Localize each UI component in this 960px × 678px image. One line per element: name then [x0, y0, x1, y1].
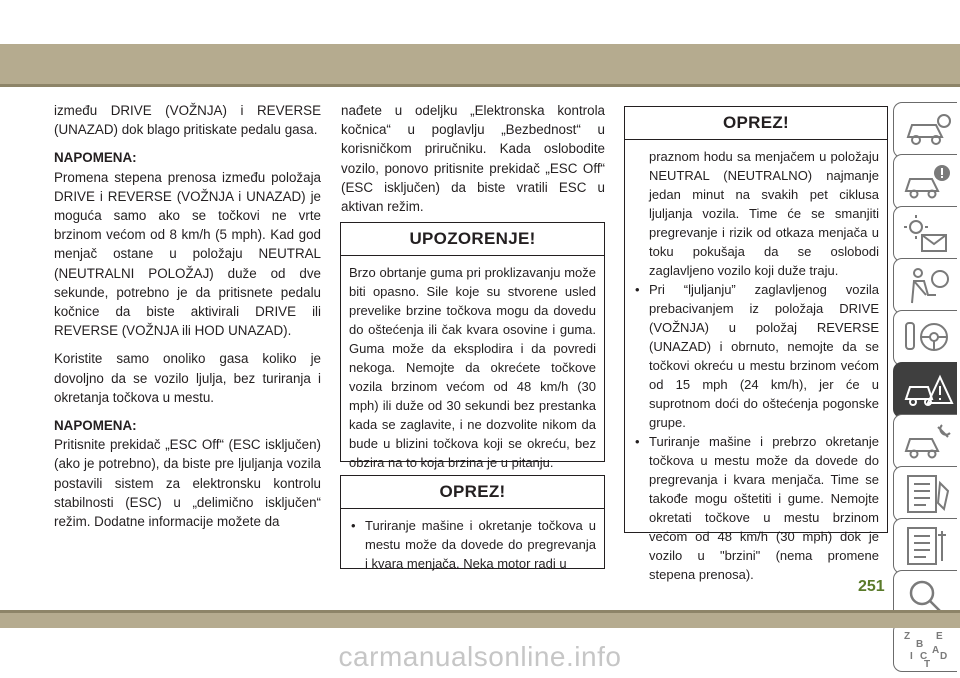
list-item: • Pri “ljuljanju” zaglavljenog vozila prebacivanjem iz položaja DRIVE (VOŽNJA) u položaj REVERSE (UNAZAD) i obrnuto, nemojte da se točkovi okreću u mestu brzinom većom od 15 mph (24 km/h), jer će u suprotnom doći do oštećenja pogonske grupe. — [635, 282, 879, 430]
tab-hazard-active[interactable] — [893, 362, 957, 418]
list-item-continued: praznom hodu sa menjačem u položaju NEUTRAL (NEUTRALNO) najmanje jedan minut na svakih pet ciklusa ljuljanja vozila. Time će se smanjiti pregrevanje i rizik od otkaza menjača u toku pokušaja da se oslobodi zaglavljeno vozilo koji duže traju. — [649, 149, 879, 278]
header-band-line — [0, 84, 960, 87]
tab-car-info[interactable] — [893, 102, 957, 158]
note-text: Pritisnite prekidač „ESC Off“ (ESC isključen) (ako je potrebno), da biste pre ljuljanja vozila postavili sistem za elektronsku kontrolu stabilnosti (ESC) u „delimično isključen“ režim. Dodatne informacije možete da — [54, 437, 321, 530]
hazard-triangle-icon — [902, 369, 954, 411]
text-column-left — [54, 101, 321, 540]
svg-text:T: T — [924, 659, 931, 669]
text-column-middle — [341, 101, 605, 225]
tab-car-alert[interactable] — [893, 154, 957, 210]
key-steering-icon — [902, 317, 954, 359]
svg-text:E: E — [936, 631, 943, 642]
svg-text:Z: Z — [904, 631, 911, 642]
seatbelt-airbag-icon — [902, 265, 954, 307]
caution-box — [340, 475, 605, 569]
list-item: • Turiranje mašine i okretanje točkova u mestu može da dovede do pregrevanja i kvara menjača. Neka motor radi u — [351, 518, 596, 571]
caution-title: OPREZ! — [625, 107, 887, 140]
tab-lights-mail[interactable] — [893, 206, 957, 262]
paragraph: nađete u odeljku „Elektronska kontrola kočnica“ u poglavlju „Bezbednost“ u korisničkom priručniku. Kada oslobodite vozilo, ponovo pritisnite prekidač „ESC Off“ (ESC isključen) da biste vratili ESC u aktivan režim. — [341, 103, 605, 215]
warning-title: UPOZORENJE! — [341, 223, 604, 256]
tab-checklist[interactable] — [893, 466, 957, 522]
tab-seatbelt-airbag[interactable] — [893, 258, 957, 314]
tab-wrench-car[interactable] — [893, 414, 957, 470]
note-text: Promena stepena prenosa između položaja DRIVE i REVERSE (VOŽNJA i UNAZAD) je moguća samo ako se točkovi ne vrte brzinom većom od 8 km/h (5 mph). Kad god menjač ostane u položaju NEUTRAL (NEUTRALNI POLOŽAJ) duže od dve sekunde, potrebno je da pritisnete pedalu kočnice da biste aktivirali DRIVE ili REVERSE (VOŽNJA ili HOD UNAZAD). — [54, 169, 321, 339]
caution-title: OPREZ! — [341, 476, 604, 509]
svg-text:I: I — [910, 651, 913, 662]
watermark: carmanualsonline.info — [338, 641, 622, 672]
wrench-car-icon — [902, 421, 954, 463]
paragraph: između DRIVE (VOŽNJA) i REVERSE (UNAZAD) dok blago pritiskate pedalu gasa. — [54, 103, 321, 138]
footer-band — [0, 613, 960, 628]
top-margin — [0, 0, 960, 44]
svg-text:C: C — [920, 651, 928, 662]
checklist-tools-icon — [902, 525, 954, 567]
car-alert-icon — [902, 161, 954, 203]
car-info-icon — [902, 109, 954, 151]
lights-mail-icon — [902, 213, 954, 255]
header-band — [0, 44, 960, 84]
svg-text:D: D — [940, 651, 948, 662]
page-number: 251 — [858, 578, 885, 595]
note-heading: NAPOMENA: — [54, 150, 137, 166]
warning-text: Brzo obrtanje guma pri proklizavanju može biti opasno. Sile koje su stvorene usled prevelike brzine točkova mogu da dovedu do oštećenja ili čak kvara osovine i guma. Guma može da eksplodira i da povredi nekoga. Nemojte da okrećete točkove vozila brzinom većom od 48 km/h (30 mph) ili duže od 30 sekundi bez prestanka kada se zaglavite, i ne dozvolite nikom da bude u blizini točkova koji se okreću, bez obzira na to koja brzina je u pitanju. — [349, 265, 596, 470]
svg-text:B: B — [916, 639, 924, 650]
warning-box — [340, 222, 605, 470]
tab-key-steering[interactable] — [893, 310, 957, 366]
list-item: • Turiranje mašine i prebrzo okretanje točkova u mestu može da dovede do pregrevanja i kvara menjača. Time se takođe mogu oštetiti i gume. Nemojte okretati točkove u mestu brzinom većom od 48 km/h (30 mph) dok je vozilo u "brzini" (nema promene stepena prenosa). — [635, 434, 879, 582]
svg-text:A: A — [932, 645, 940, 656]
paragraph: Koristite samo onoliko gasa koliko je dovoljno da se vozilo ljulja, bez turiranja i okretanja točkova u mestu. — [54, 351, 321, 405]
checklist-icon — [902, 473, 954, 515]
note-heading: NAPOMENA: — [54, 418, 137, 434]
tab-checklist-tools[interactable] — [893, 518, 957, 574]
caution-box-continued — [624, 106, 888, 582]
